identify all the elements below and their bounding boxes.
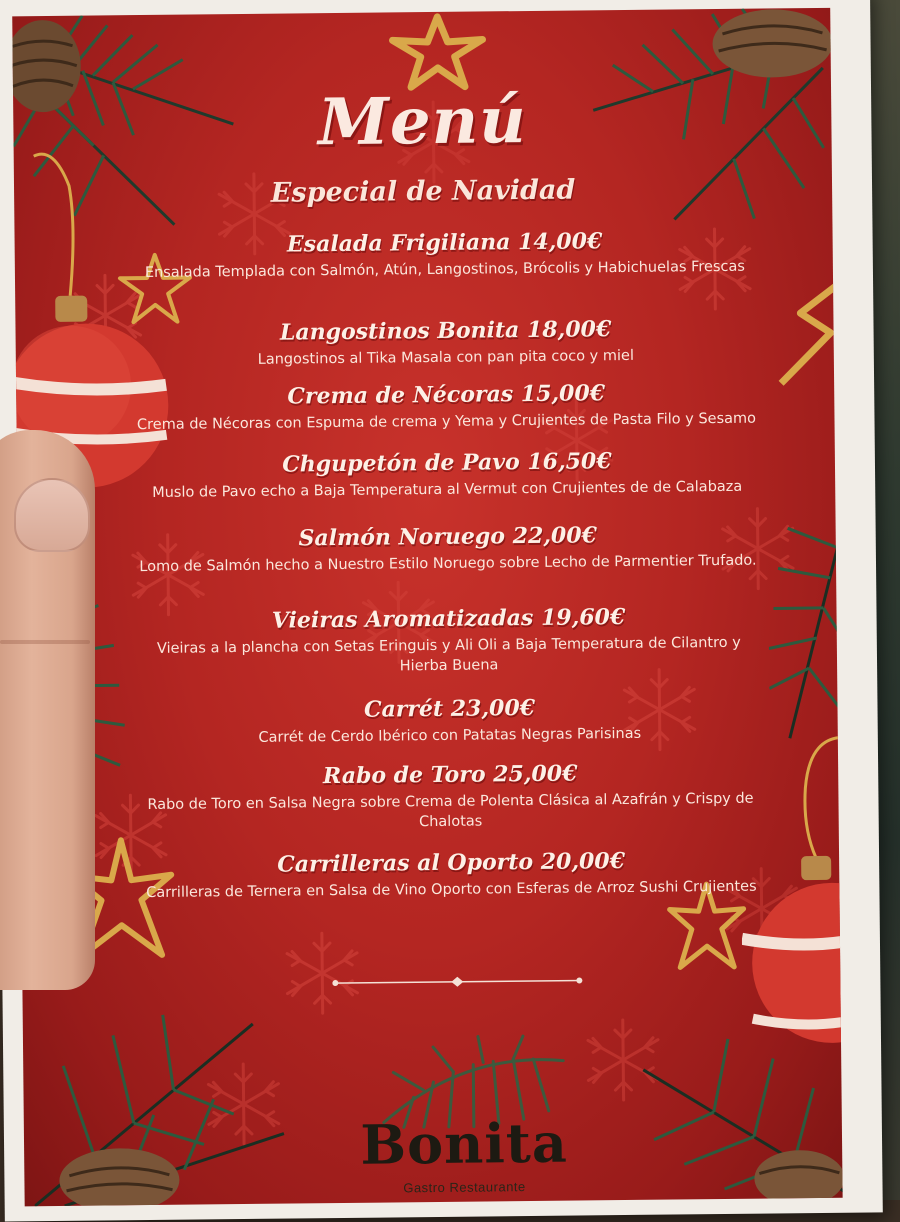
- dish-item: [134, 225, 755, 283]
- menu-content: [12, 8, 842, 1207]
- dish-name: Carrilleras al Oporto 20,00€: [277, 848, 626, 878]
- dish-name: Salmón Noruego 22,00€: [298, 522, 598, 552]
- menu-title: Menú: [317, 83, 528, 161]
- dish-item: [136, 377, 757, 435]
- dish-description: Crema de Nécoras con Espuma de crema y Yema y Crujientes de Pasta Filo y Sesamo: [136, 410, 757, 434]
- ornamental-divider: [332, 974, 582, 989]
- dish-description: Rabo de Toro en Salsa Negra sobre Crema de Polenta Clásica al Azafrán y Crispy de Chalotas: [147, 790, 754, 831]
- dish-item: [141, 845, 762, 903]
- restaurant-name: Bonita: [360, 1110, 569, 1177]
- dish-item: [135, 313, 756, 371]
- dish-description: Langostinos al Tika Masala con pan pita coco y miel: [257, 347, 635, 368]
- restaurant-logo: [323, 1030, 605, 1203]
- dish-name: Rabo de Toro 25,00€: [322, 760, 578, 790]
- dish-description: Lomo de Salmón hecho a Nuestro Estilo Noruego sobre Lecho de Parmentier Trufado.: [139, 552, 757, 576]
- dish-description: Carrilleras de Ternera en Salsa de Vino Oporto con Esferas de Arroz Sushi Crujientes: [146, 878, 757, 902]
- dish-item: [140, 757, 761, 835]
- dish-name: Langostinos Bonita 18,00€: [279, 316, 612, 346]
- restaurant-tagline: Gastro Restaurante: [403, 1179, 526, 1196]
- dish-description: Carrét de Cerdo Ibérico con Patatas Negras Parisinas: [258, 725, 642, 746]
- dish-name: Vieiras Aromatizadas 19,60€: [271, 604, 626, 634]
- dish-item: [139, 691, 760, 749]
- menu-subtitle: Especial de Navidad: [270, 174, 576, 209]
- dish-item: [137, 445, 758, 503]
- dish-name: Esalada Frigiliana 14,00€: [286, 228, 603, 258]
- dish-description: Vieiras a la plancha con Setas Eringuis y Ali Oli a Baja Temperatura de Cilantro y Hierba Buena: [156, 634, 741, 675]
- dish-name: Chgupetón de Pavo 16,50€: [282, 448, 612, 478]
- dish-item: [138, 601, 759, 679]
- dish-description: Muslo de Pavo echo a Baja Temperatura al Vermut con Crujientes de de Calabaza: [152, 478, 743, 501]
- dish-name: Crema de Nécoras 15,00€: [287, 380, 606, 410]
- thumb-crease: [0, 640, 90, 644]
- dish-name: Carrét 23,00€: [363, 694, 536, 723]
- menu-card: [12, 8, 842, 1207]
- dish-description: Ensalada Templada con Salmón, Atún, Langostinos, Brócolis y Habichuelas Frescas: [144, 258, 745, 282]
- dish-item: [138, 519, 759, 577]
- thumbnail: [14, 478, 90, 552]
